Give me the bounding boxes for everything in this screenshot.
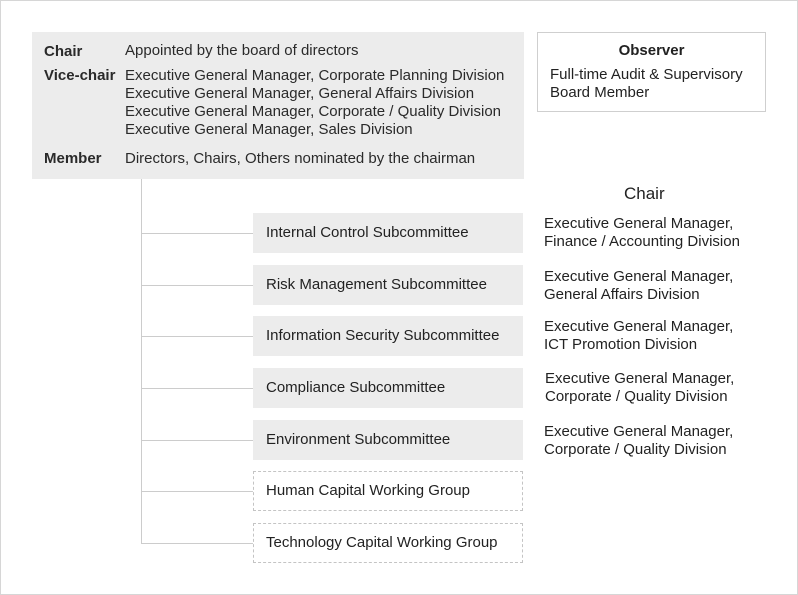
subcommittee-chair-internal-control	[544, 215, 784, 251]
branch-line	[141, 543, 253, 544]
branch-line	[141, 491, 253, 492]
subcommittee-chair-environment	[544, 423, 784, 459]
branch-line	[141, 440, 253, 441]
member-label: Member	[44, 150, 102, 167]
chair-line: Corporate / Quality Division	[545, 388, 728, 405]
vice-chair-line-3: Executive General Manager, Corporate / Quality Division	[125, 103, 502, 120]
vice-chair-label: Vice-chair	[44, 67, 116, 84]
subcommittee-label: Information Security Subcommittee	[266, 327, 500, 344]
subcommittee-compliance	[253, 368, 523, 408]
subcommittee-risk-management	[253, 265, 523, 305]
branch-line	[141, 285, 253, 286]
vice-chair-line-1: Executive General Manager, Corporate Planning Division	[125, 67, 505, 84]
working-group-label: Human Capital Working Group	[266, 482, 470, 499]
subcommittee-internal-control	[253, 213, 523, 253]
branch-line	[141, 388, 253, 389]
branch-line	[141, 336, 253, 337]
chair-line: Executive General Manager,	[544, 215, 734, 232]
subcommittee-label: Risk Management Subcommittee	[266, 276, 487, 293]
chair-line: Executive General Manager,	[544, 268, 734, 285]
chair-line: Corporate / Quality Division	[544, 441, 727, 458]
observer-box	[537, 32, 766, 112]
chair-text: Appointed by the board of directors	[125, 42, 359, 59]
subcommittee-chair-compliance	[545, 370, 785, 406]
vice-chair-line-4: Executive General Manager, Sales Division	[125, 121, 413, 138]
subcommittee-environment	[253, 420, 523, 460]
chair-line: Executive General Manager,	[544, 423, 734, 440]
subcommittee-information-security	[253, 316, 523, 356]
chair-line: Finance / Accounting Division	[544, 233, 740, 250]
working-group-human-capital	[253, 471, 523, 511]
chair-label: Chair	[44, 43, 83, 60]
chair-line: Executive General Manager,	[544, 318, 734, 335]
chair-column-header: Chair	[624, 184, 665, 203]
subcommittee-label: Environment Subcommittee	[266, 431, 451, 448]
chair-line: General Affairs Division	[544, 286, 700, 303]
working-group-label: Technology Capital Working Group	[266, 534, 498, 551]
observer-text: Full-time Audit & Supervisory Board Member	[550, 66, 743, 101]
subcommittee-label: Internal Control Subcommittee	[266, 224, 469, 241]
branch-line	[141, 233, 253, 234]
subcommittee-label: Compliance Subcommittee	[266, 379, 446, 396]
observer-title: Observer	[618, 42, 685, 59]
working-group-technology-capital	[253, 523, 523, 563]
member-text: Directors, Chairs, Others nominated by the chairman	[125, 150, 476, 167]
vice-chair-line-2: Executive General Manager, General Affairs Division	[125, 85, 475, 102]
chair-line: Executive General Manager,	[545, 370, 735, 387]
chair-line: ICT Promotion Division	[544, 336, 698, 353]
committee-composition-box	[32, 32, 524, 179]
subcommittee-chair-risk-management	[544, 268, 784, 304]
subcommittee-chair-information-security	[544, 318, 784, 354]
